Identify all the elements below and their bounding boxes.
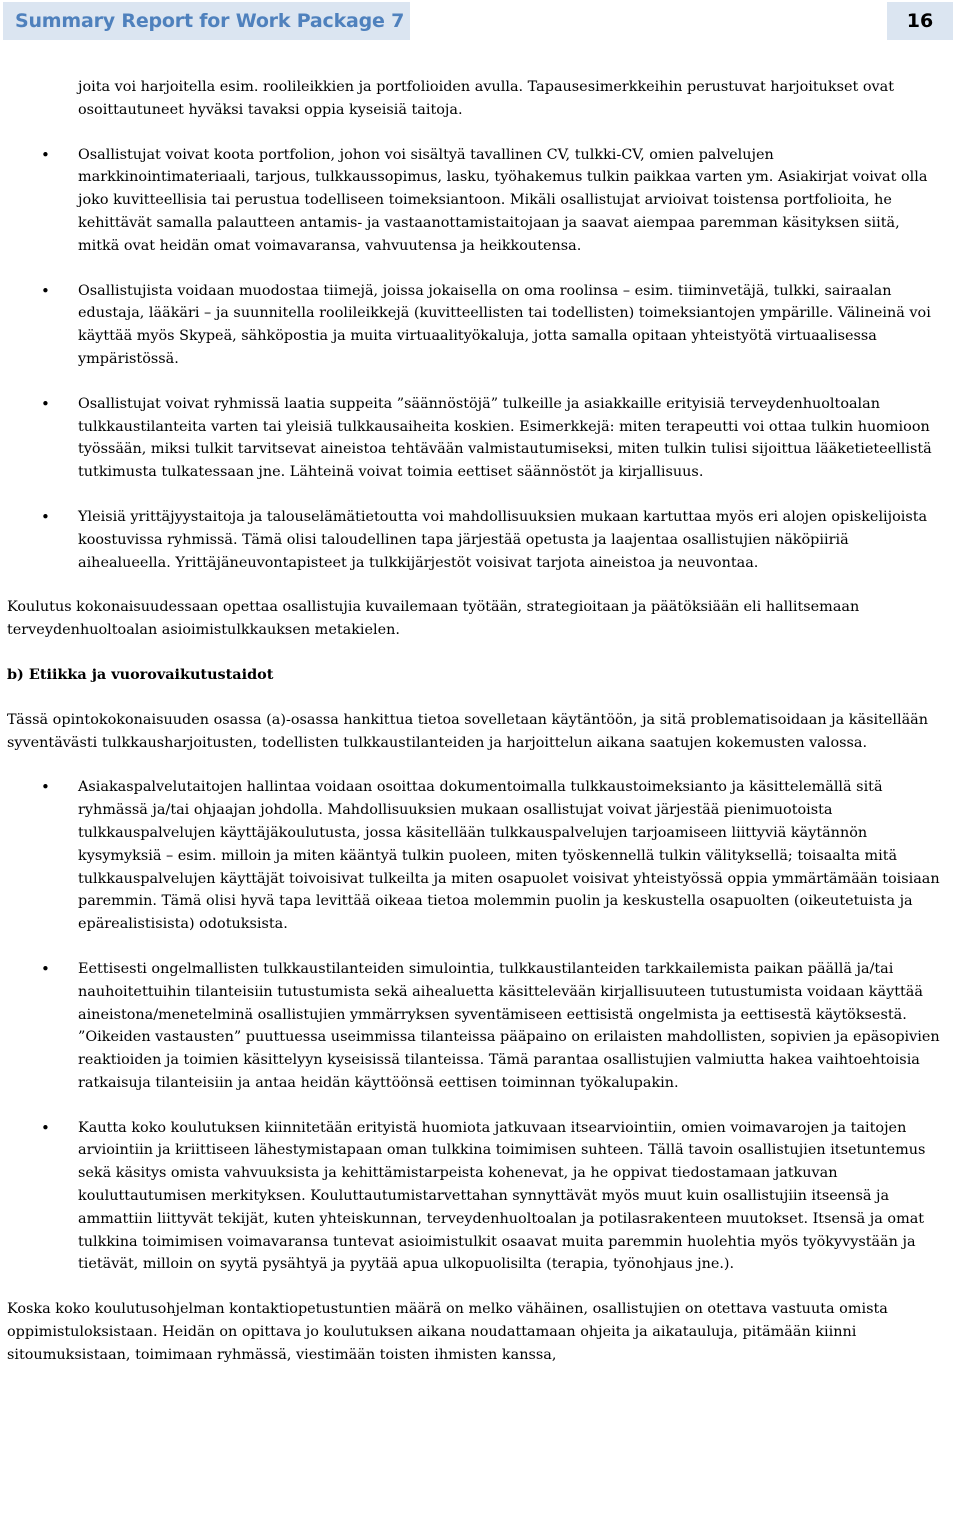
bullet-self-assessment: • Kautta koko koulutuksen kiinnitetään erityistä huomiota jatkuvaan itsearviointiin, omien voimavarojen ja taitojen arviointiin ja kriittiseen lähestymistapaan oman tulkkina toimimisen suhteen. Tällä tavoin osallistujien itsetuntemus sekä käsitys omista vahvuuksista ja kehittämistarpeista kohenevat, ja he oppivat tiedostamaan jatkuvan kouluttautumisen merkityksen. Kouluttautumistarvettahan synnyttävät myös muut kuin osallistujiin itseensä ja ammattiin liittyvät tekijät, kuten yhteiskunnan, terveydenhuoltoalan ja potilasrakenteen muutokset. Itsensä ja omat tulkkina toimimisen voimavaransa tuntevat asioimistulkit osaavat muita paremmin huolehtia myös työkyvystään ja tietävät, milloin on syytä pysähtyä ja pyytää apua ulkopuolisilta (terapia, työnohjaus jne.). xyxy=(7,1117,943,1277)
header-title-box xyxy=(3,2,410,40)
page-header xyxy=(3,2,953,40)
section-intro: Tässä opintokokonaisuuden osassa (a)-osassa hankittua tietoa sovelletaan käytäntöön, ja sitä problematisoidaan ja käsitellään syventävästi tulkkausharjoitusten, todellisten tulkkaustilanteiden ja harjoittelun aikana saatujen kokemusten valossa. xyxy=(7,711,929,751)
summary-paragraph: Koulutus kokonaisuudessaan opettaa osallistujia kuvailemaan työtään, strategioitaan ja päätöksiään eli hallitsemaan terveydenhuoltoalan asioimistulkkauksen metakielen. xyxy=(7,599,860,639)
bullet-codes: • Osallistujat voivat ryhmissä laatia suppeita ”säännöstöjä” tulkeille ja asiakkaille erityisiä terveydenhuoltoalan tulkkaustilanteita varten tai yleisiä tulkkausaiheita koskien. Esimerkkejä: miten terapeutti voi ottaa tulkin huomioon työssään, miksi tulkit tarvitsevat aineistoa tehtävään valmistautumiseksi, miten tulkin tulisi sijoittua lääketieteellistä tutkimusta tulkatessaan jne. Lähteinä voivat toimia eettiset säännöstöt ja kirjallisuus. xyxy=(7,393,943,484)
header-spacer xyxy=(410,2,887,40)
bullet-entrepreneurship: • Yleisiä yrittäjyystaitoja ja talouselämätietoutta voi mahdollisuuksien mukaan kartuttaa myös eri alojen opiskelijoista koostuvissa ryhmissä. Tämä olisi taloudellinen tapa järjestää opetusta ja laajentaa osallistujien näköpiiriä aihealueella. Yrittäjäneuvontapisteet ja tulkkijärjestöt voisivat tarjota aineistoa ja neuvontaa. xyxy=(7,506,943,574)
bullet-portfolio: • Osallistujat voivat koota portfolion, johon voi sisältyä tavallinen CV, tulkki-CV, omien palvelujen markkinointimateriaali, tarjous, tulkkaussopimus, lasku, työhakemus tulkin paikkaa varten ym. Asiakirjat voivat olla joko kuvitteellisia tai perustua todelliseen toimeksiantoon. Mikäli osallistujat arvioivat toistensa portfolioita, he kehittävät samalla palautteen antamis- ja vastaanottamistaitojaan ja saavat aiempaa paremman käsityksen siitä, mitkä ovat heidän omat voimavaransa, vahvuutensa ja heikkoutensa. xyxy=(7,144,943,258)
document-body xyxy=(7,76,943,1367)
bullet-ethics-simulation: • Eettisesti ongelmallisten tulkkaustilanteiden simulointia, tulkkaustilanteiden tarkkailemista paikan päällä ja/tai nauhoitettuihin tilanteisiin tutustumista sekä aihealuetta käsittelevään kirjallisuuteen tutustumista voidaan käyttää aineistona/menetelminä osallistujien ymmärryksen syventämiseen eettisistä ongelmista ja eettisestä käytöksestä. ”Oikeiden vastausten” puuttuessa useimmissa tilanteissa pääpaino on erilaisten mahdollisten, sopivien ja epäsopivien reaktioiden ja toimien käsittelyyn kyseisissä tilanteissa. Tämä parantaa osallistujien valmiutta hakea vaihtoehtoisia ratkaisuja tilanteisiin ja antaa heidän käyttöönsä eettisen toiminnan työkalupakin. xyxy=(7,958,943,1095)
closing-paragraph: Koska koko koulutusohjelman kontaktiopetustuntien määrä on melko vähäinen, osallistujien on otettava vastuuta omista oppimistuloksistaan. Heidän on opittava jo koulutuksen aikana noudattamaan ohjeita ja aikatauluja, pitämään kiinni sitoumuksistaan, toimimaan ryhmässä, viestimään toisten ihmisten kanssa, xyxy=(7,1301,888,1363)
bullet-customer-service: • Asiakaspalvelutaitojen hallintaa voidaan osoittaa dokumentoimalla tulkkaustoimeksianto ja käsittelemällä sitä ryhmässä ja/tai ohjaajan johdolla. Mahdollisuuksien mukaan osallistujat voivat järjestää pienimuotoista tulkkauspalvelujen käyttäjäkoulutusta, jossa käsitellään tulkkauspalvelujen tarjoamiseen liittyviä käytännön kysymyksiä – esim. milloin ja miten kääntyä tulkin puoleen, miten työskennellä tulkin välityksellä; toisaalta mitä tulkkauspalvelujen käyttäjät toivoisivat tulkeilta ja miten osapuolet voisivat yhteistyössä oppia ymmärtämään toisiaan paremmin. Tämä olisi hyvä tapa levittää oikeaa tietoa molemmin puolin ja keskustella osapuolten (oikeutetuista ja epärealistisista) odotuksista. xyxy=(7,776,943,936)
section-heading: b) Etiikka ja vuorovaikutustaidot xyxy=(7,665,274,683)
bullet-teams: • Osallistujista voidaan muodostaa tiimejä, joissa jokaisella on oma roolinsa – esim. tiiminvetäjä, tulkki, sairaalan edustaja, lääkäri – ja suunnitella roolileikkejä (kuvitteellisten tai todellisten) toimeksiantojen ympärille. Välineinä voi käyttää myös Skypeä, sähköpostia ja muita virtuaalityökaluja, jotta samalla opitaan yhteistyötä virtuaalisessa ympäristössä. xyxy=(7,280,943,371)
page-number: 16 xyxy=(887,2,953,40)
report-title: Summary Report for Work Package 7 xyxy=(15,10,405,32)
intro-continuation: joita voi harjoitella esim. roolileikkien ja portfolioiden avulla. Tapausesimerkkeihin perustuvat harjoitukset ovat osoittautuneet hyväksi tavaksi oppia kyseisiä taitoja. xyxy=(78,79,895,118)
